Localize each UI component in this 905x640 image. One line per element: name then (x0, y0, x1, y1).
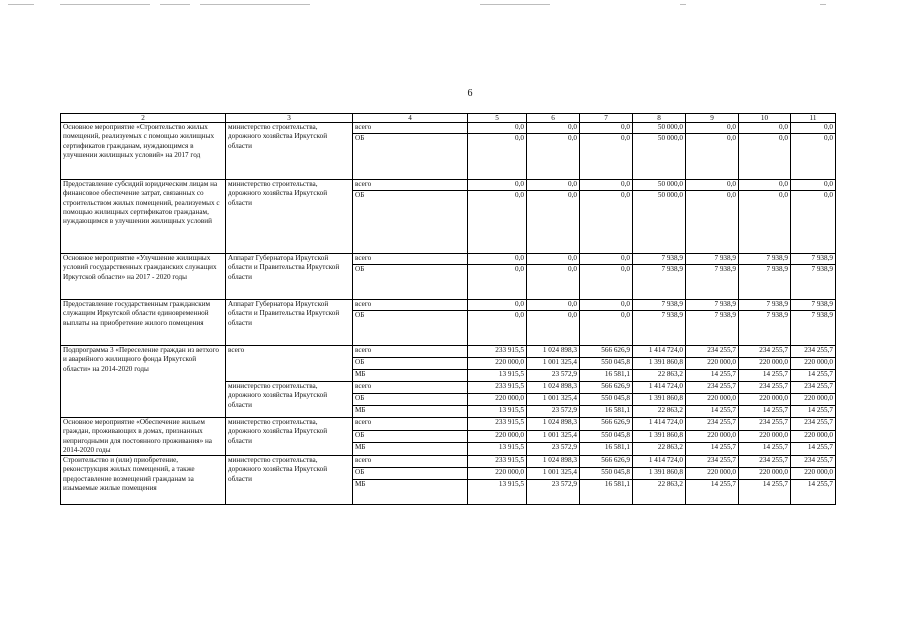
value-cell: 1 001 325,4 (527, 430, 580, 443)
funding-source-cell: всего (353, 300, 468, 311)
executor-cell: министерство строительства, дорожного хозяйства Иркутской области (226, 418, 353, 456)
value-cell: 14 255,7 (791, 443, 836, 456)
value-cell: 1 001 325,4 (527, 358, 580, 370)
value-cell: 7 938,9 (739, 311, 791, 346)
value-cell: 234 255,7 (686, 346, 739, 358)
value-cell: 234 255,7 (739, 346, 791, 358)
value-cell: 0,0 (580, 191, 633, 254)
value-cell: 7 938,9 (686, 311, 739, 346)
value-cell: 14 255,7 (739, 406, 791, 418)
value-cell: 220 000,0 (468, 358, 527, 370)
value-cell: 1 414 724,0 (633, 382, 686, 394)
value-cell: 1 391 860,8 (633, 468, 686, 480)
page-number: 6 (467, 88, 473, 99)
funding-source-cell: ОБ (353, 191, 468, 254)
value-cell: 234 255,7 (739, 382, 791, 394)
value-cell: 0,0 (580, 254, 633, 265)
value-cell: 0,0 (468, 191, 527, 254)
value-cell: 23 572,9 (527, 443, 580, 456)
value-cell: 1 001 325,4 (527, 468, 580, 480)
value-cell: 7 938,9 (633, 265, 686, 300)
value-cell: 234 255,7 (791, 346, 836, 358)
value-cell: 22 863,2 (633, 370, 686, 382)
funding-source-cell: МБ (353, 480, 468, 505)
value-cell: 220 000,0 (791, 430, 836, 443)
value-cell: 7 938,9 (739, 300, 791, 311)
value-cell: 220 000,0 (686, 358, 739, 370)
value-cell: 0,0 (580, 123, 633, 134)
budget-table (60, 113, 836, 505)
funding-source-cell: ОБ (353, 134, 468, 180)
value-cell: 0,0 (580, 265, 633, 300)
value-cell: 7 938,9 (686, 254, 739, 265)
value-cell: 220 000,0 (739, 430, 791, 443)
executor-cell: министерство строительства, дорожного хозяйства Иркутской области (226, 123, 353, 180)
value-cell: 233 915,5 (468, 382, 527, 394)
value-cell: 0,0 (791, 191, 836, 254)
value-cell: 233 915,5 (468, 418, 527, 431)
value-cell: 1 414 724,0 (633, 346, 686, 358)
value-cell: 220 000,0 (686, 394, 739, 406)
value-cell: 23 572,9 (527, 406, 580, 418)
funding-source-cell: всего (353, 180, 468, 191)
value-cell: 50 000,0 (633, 123, 686, 134)
value-cell: 220 000,0 (739, 394, 791, 406)
value-cell: 7 938,9 (633, 311, 686, 346)
value-cell: 233 915,5 (468, 346, 527, 358)
table-row (61, 254, 836, 265)
measure-name-cell: Основное мероприятие «Строительство жилых помещений, реализуемых с помощью жилищных сертификатов гражданам, нуждающимся в улучшении жилищных условий» на 2017 год (61, 123, 226, 180)
value-cell: 14 255,7 (686, 480, 739, 505)
value-cell: 0,0 (580, 311, 633, 346)
funding-source-cell: всего (353, 254, 468, 265)
table-row (61, 300, 836, 311)
value-cell: 13 915,5 (468, 480, 527, 505)
value-cell: 7 938,9 (791, 300, 836, 311)
value-cell: 14 255,7 (739, 443, 791, 456)
value-cell: 14 255,7 (791, 480, 836, 505)
funding-source-cell: всего (353, 418, 468, 431)
value-cell: 1 391 860,8 (633, 358, 686, 370)
measure-name-cell: Основное мероприятие «Улучшение жилищных условий государственных гражданских служащих Иркутской области» на 2017 - 2020 годы (61, 254, 226, 300)
value-cell: 0,0 (527, 134, 580, 180)
scan-top-edge (0, 4, 905, 6)
executor-cell: всего (226, 346, 353, 382)
column-header: 11 (791, 114, 836, 123)
value-cell: 550 045,8 (580, 430, 633, 443)
column-header: 6 (527, 114, 580, 123)
funding-source-cell: всего (353, 123, 468, 134)
value-cell: 234 255,7 (791, 418, 836, 431)
table-row (61, 180, 836, 191)
value-cell: 23 572,9 (527, 480, 580, 505)
value-cell: 50 000,0 (633, 134, 686, 180)
executor-cell: министерство строительства, дорожного хозяйства Иркутской области (226, 180, 353, 254)
value-cell: 23 572,9 (527, 370, 580, 382)
value-cell: 0,0 (468, 123, 527, 134)
value-cell: 0,0 (468, 180, 527, 191)
measure-name-cell: Основное мероприятие «Обеспечение жильем граждан, проживающих в домах, признанных непригодными для постоянного проживания» на 2014-2020 годы (61, 418, 226, 456)
value-cell: 0,0 (791, 134, 836, 180)
value-cell: 1 024 898,3 (527, 382, 580, 394)
value-cell: 0,0 (739, 191, 791, 254)
column-header: 8 (633, 114, 686, 123)
funding-source-cell: МБ (353, 370, 468, 382)
value-cell: 7 938,9 (633, 254, 686, 265)
value-cell: 220 000,0 (468, 468, 527, 480)
value-cell: 0,0 (739, 134, 791, 180)
executor-cell: Аппарат Губернатора Иркутской области и Правительства Иркутской области (226, 254, 353, 300)
value-cell: 0,0 (468, 254, 527, 265)
funding-source-cell: всего (353, 456, 468, 468)
column-header: 4 (353, 114, 468, 123)
measure-name-cell: Предоставление субсидий юридическим лицам на финансовое обеспечение затрат, связанных со строительством жилых помещений, реализуемых с помощью жилищных сертификатов гражданам, нуждающимся в улучшении жилищных условий (61, 180, 226, 254)
funding-source-cell: всего (353, 382, 468, 394)
value-cell: 220 000,0 (468, 394, 527, 406)
column-header: 2 (61, 114, 226, 123)
value-cell: 7 938,9 (791, 311, 836, 346)
value-cell: 14 255,7 (686, 443, 739, 456)
value-cell: 14 255,7 (739, 370, 791, 382)
value-cell: 16 581,1 (580, 406, 633, 418)
value-cell: 220 000,0 (686, 468, 739, 480)
executor-cell: министерство строительства, дорожного хозяйства Иркутской области (226, 382, 353, 418)
value-cell: 7 938,9 (739, 265, 791, 300)
value-cell: 234 255,7 (686, 456, 739, 468)
value-cell: 7 938,9 (686, 300, 739, 311)
value-cell: 7 938,9 (633, 300, 686, 311)
value-cell: 16 581,1 (580, 443, 633, 456)
value-cell: 14 255,7 (686, 406, 739, 418)
value-cell: 234 255,7 (791, 382, 836, 394)
value-cell: 50 000,0 (633, 191, 686, 254)
value-cell: 220 000,0 (739, 358, 791, 370)
value-cell: 0,0 (527, 123, 580, 134)
funding-source-cell: ОБ (353, 394, 468, 406)
funding-source-cell: ОБ (353, 468, 468, 480)
value-cell: 1 391 860,8 (633, 430, 686, 443)
funding-source-cell: ОБ (353, 430, 468, 443)
column-header: 9 (686, 114, 739, 123)
value-cell: 14 255,7 (739, 480, 791, 505)
measure-name-cell: Подпрограмма 3 «Переселение граждан из ветхого и аварийного жилищного фонда Иркутской области» на 2014-2020 годы (61, 346, 226, 418)
column-header: 5 (468, 114, 527, 123)
value-cell: 0,0 (686, 123, 739, 134)
value-cell: 0,0 (580, 300, 633, 311)
value-cell: 7 938,9 (739, 254, 791, 265)
value-cell: 220 000,0 (686, 430, 739, 443)
table-row (61, 123, 836, 134)
value-cell: 0,0 (527, 265, 580, 300)
value-cell: 22 863,2 (633, 480, 686, 505)
executor-cell: Аппарат Губернатора Иркутской области и Правительства Иркутской области (226, 300, 353, 346)
value-cell: 234 255,7 (791, 456, 836, 468)
value-cell: 14 255,7 (791, 406, 836, 418)
value-cell: 220 000,0 (791, 468, 836, 480)
value-cell: 50 000,0 (633, 180, 686, 191)
value-cell: 550 045,8 (580, 394, 633, 406)
value-cell: 0,0 (527, 191, 580, 254)
value-cell: 13 915,5 (468, 370, 527, 382)
value-cell: 234 255,7 (739, 456, 791, 468)
value-cell: 1 024 898,3 (527, 456, 580, 468)
value-cell: 13 915,5 (468, 406, 527, 418)
value-cell: 0,0 (791, 123, 836, 134)
value-cell: 1 414 724,0 (633, 418, 686, 431)
value-cell: 550 045,8 (580, 468, 633, 480)
value-cell: 220 000,0 (468, 430, 527, 443)
table-row (61, 346, 836, 358)
value-cell: 233 915,5 (468, 456, 527, 468)
value-cell: 220 000,0 (791, 394, 836, 406)
value-cell: 550 045,8 (580, 358, 633, 370)
table-row (61, 418, 836, 431)
value-cell: 14 255,7 (686, 370, 739, 382)
measure-name-cell: Строительство и (или) приобретение, реконструкция жилых помещений, а также предоставление возмещений гражданам за изымаемые жилые помещения (61, 456, 226, 505)
column-header: 10 (739, 114, 791, 123)
value-cell: 0,0 (527, 300, 580, 311)
value-cell: 234 255,7 (686, 382, 739, 394)
funding-source-cell: всего (353, 346, 468, 358)
value-cell: 234 255,7 (686, 418, 739, 431)
value-cell: 0,0 (468, 134, 527, 180)
value-cell: 0,0 (686, 191, 739, 254)
value-cell: 7 938,9 (791, 254, 836, 265)
column-header: 7 (580, 114, 633, 123)
value-cell: 1 001 325,4 (527, 394, 580, 406)
value-cell: 566 626,9 (580, 418, 633, 431)
executor-cell: министерство строительства, дорожного хозяйства Иркутской области (226, 456, 353, 505)
value-cell: 13 915,5 (468, 443, 527, 456)
header-row (61, 114, 836, 123)
measure-name-cell: Предоставление государственным гражданским служащим Иркутской области единовременной выплаты на приобретение жилого помещения (61, 300, 226, 346)
value-cell: 1 024 898,3 (527, 346, 580, 358)
value-cell: 16 581,1 (580, 480, 633, 505)
value-cell: 566 626,9 (580, 456, 633, 468)
value-cell: 0,0 (468, 265, 527, 300)
value-cell: 0,0 (468, 300, 527, 311)
value-cell: 1 024 898,3 (527, 418, 580, 431)
value-cell: 0,0 (468, 311, 527, 346)
value-cell: 0,0 (739, 180, 791, 191)
value-cell: 0,0 (686, 134, 739, 180)
value-cell: 220 000,0 (739, 468, 791, 480)
column-header: 3 (226, 114, 353, 123)
funding-source-cell: МБ (353, 443, 468, 456)
value-cell: 7 938,9 (791, 265, 836, 300)
value-cell: 566 626,9 (580, 346, 633, 358)
value-cell: 0,0 (686, 180, 739, 191)
value-cell: 22 863,2 (633, 443, 686, 456)
value-cell: 234 255,7 (739, 418, 791, 431)
table-row (61, 456, 836, 468)
value-cell: 0,0 (527, 254, 580, 265)
value-cell: 22 863,2 (633, 406, 686, 418)
value-cell: 7 938,9 (686, 265, 739, 300)
funding-source-cell: МБ (353, 406, 468, 418)
value-cell: 1 391 860,8 (633, 394, 686, 406)
value-cell: 16 581,1 (580, 370, 633, 382)
funding-source-cell: ОБ (353, 265, 468, 300)
value-cell: 0,0 (580, 180, 633, 191)
value-cell: 0,0 (739, 123, 791, 134)
value-cell: 14 255,7 (791, 370, 836, 382)
value-cell: 0,0 (527, 180, 580, 191)
value-cell: 0,0 (527, 311, 580, 346)
value-cell: 0,0 (580, 134, 633, 180)
funding-source-cell: ОБ (353, 358, 468, 370)
value-cell: 0,0 (791, 180, 836, 191)
funding-source-cell: ОБ (353, 311, 468, 346)
value-cell: 220 000,0 (791, 358, 836, 370)
value-cell: 1 414 724,0 (633, 456, 686, 468)
value-cell: 566 626,9 (580, 382, 633, 394)
